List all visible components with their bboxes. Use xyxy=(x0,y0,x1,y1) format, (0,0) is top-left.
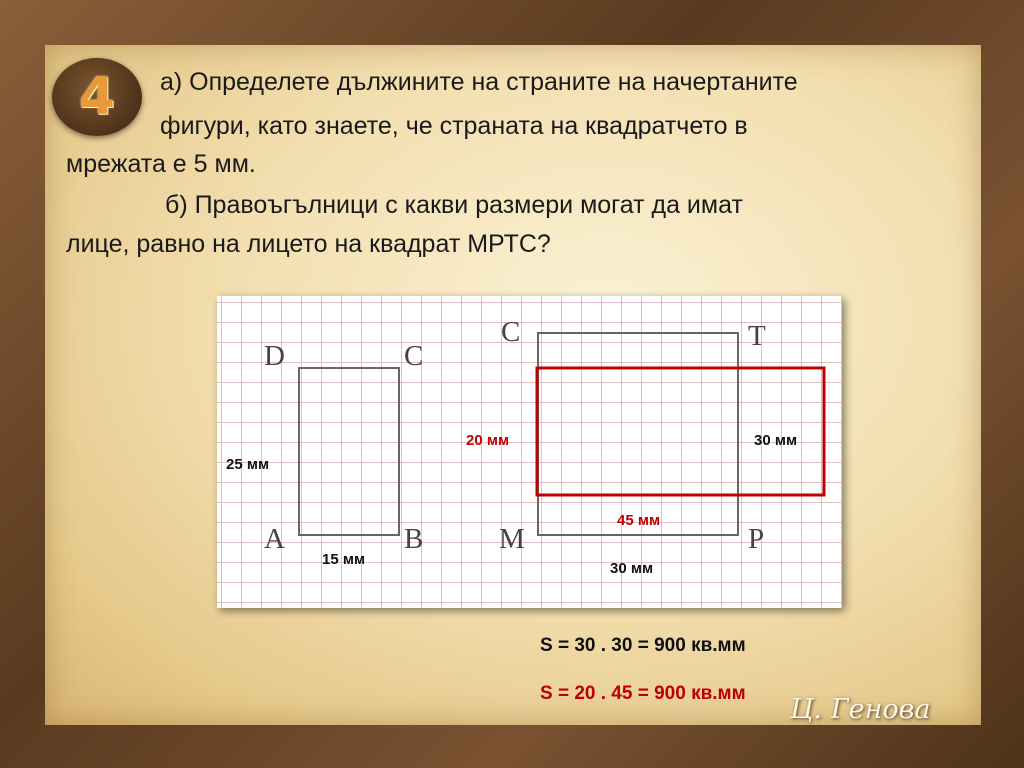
task-b-line-2: лице, равно на лицето на квадрат МРТС? xyxy=(66,230,551,258)
rectangle-abcd xyxy=(299,368,399,535)
task-a-line-1: а) Определете дължините на страните на начертаните xyxy=(160,68,798,96)
author-signature: Ц. Генова xyxy=(790,694,931,725)
label-45mm: 45 мм xyxy=(617,512,661,529)
vertex-c-rect: C xyxy=(404,340,424,372)
label-30mm-side: 30 мм xyxy=(754,432,798,449)
task-a-line-3: мрежата е 5 мм. xyxy=(66,150,256,178)
label-30mm-bottom: 30 мм xyxy=(610,560,654,577)
task-number-badge xyxy=(52,58,142,136)
vertex-c-square: C xyxy=(501,316,521,348)
label-15mm: 15 мм xyxy=(322,551,366,568)
vertex-t: T xyxy=(748,320,766,352)
formula-red-area: S = 20 . 45 = 900 кв.мм xyxy=(540,683,746,704)
vertex-a: A xyxy=(264,523,285,555)
vertex-m: M xyxy=(499,523,525,555)
task-b-line-1: б) Правоъгълници с какви размери могат да имат xyxy=(165,191,743,219)
label-20mm: 20 мм xyxy=(466,432,510,449)
task-a-line-2: фигури, като знаете, че страната на квадратчето в xyxy=(160,112,748,140)
square-mptc xyxy=(538,333,738,535)
formula-square-area: S = 30 . 30 = 900 кв.мм xyxy=(540,635,746,656)
vertex-b: B xyxy=(404,523,424,555)
task-number: 4 xyxy=(78,67,116,127)
vertex-d: D xyxy=(264,340,285,372)
label-25mm: 25 мм xyxy=(226,456,270,473)
vertex-p: P xyxy=(748,523,765,555)
